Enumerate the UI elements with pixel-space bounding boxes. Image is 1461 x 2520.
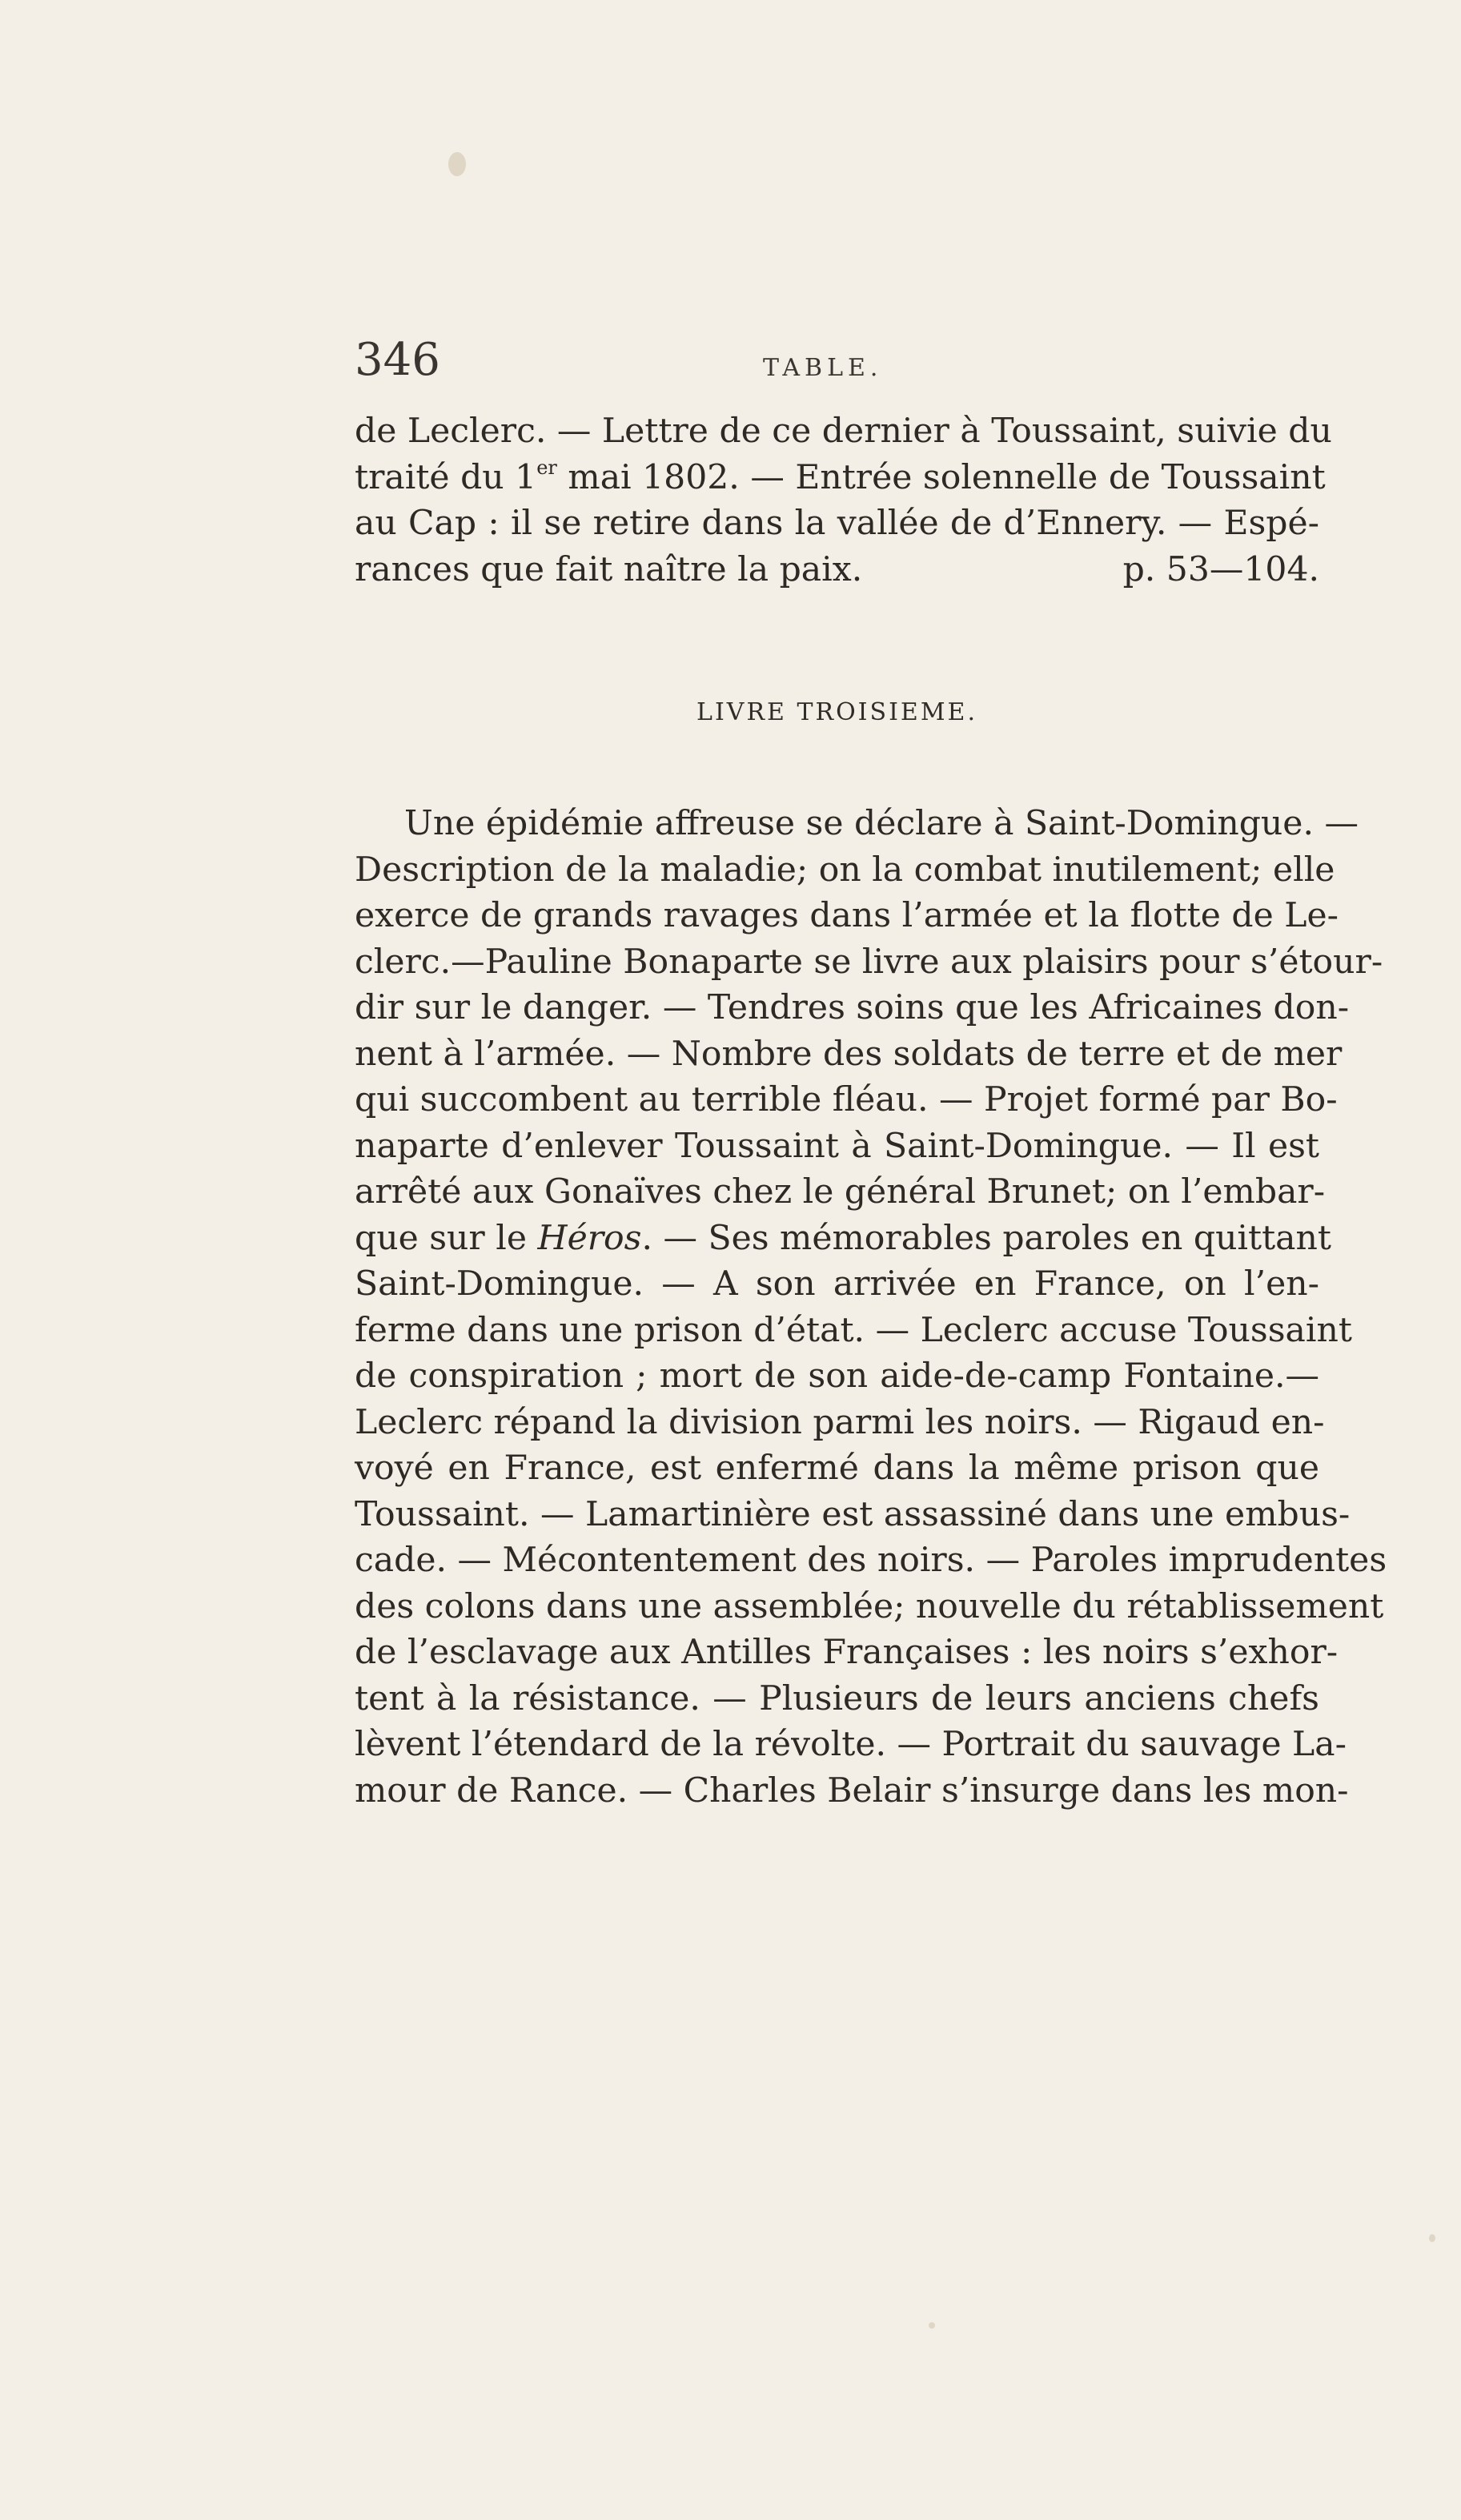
text-line: Une épidémie affreuse se déclare à Saint-Domingue. — xyxy=(404,804,1359,843)
text-line: nent à l’armée. — Nombre des soldats de terre et de mer xyxy=(355,1034,1343,1074)
text-line: de l’esclavage aux Antilles Françaises : les noirs s’exhor- xyxy=(355,1633,1339,1672)
text-fragment: que sur le xyxy=(355,1218,538,1258)
text-line: arrêté aux Gonaïves chez le général Brunet; on l’embar- xyxy=(355,1172,1326,1212)
paper-stain xyxy=(448,152,466,176)
page-reference: p. 53—104. xyxy=(1122,549,1319,589)
text-line: Leclerc répand la division parmi les noirs. — Rigaud en- xyxy=(355,1402,1325,1442)
text-line: lèvent l’étendard de la révolte. — Portrait du sauvage La- xyxy=(355,1725,1347,1764)
text-line: de Leclerc. — Lettre de ce dernier à Toussaint, suivie du xyxy=(355,412,1332,451)
text-line: voyé en France, est enfermé dans la même prison que xyxy=(355,1449,1319,1488)
text-line: mour de Rance. — Charles Belair s’insurge dans les mon- xyxy=(355,1770,1349,1811)
text-line: clerc.—Pauline Bonaparte se livre aux plaisirs pour s’étour- xyxy=(355,942,1383,982)
text-line xyxy=(355,455,1326,501)
text-line xyxy=(355,1216,1331,1262)
running-title: TABLE. xyxy=(763,354,883,382)
text-line: ferme dans une prison d’état. — Leclerc accuse Toussaint xyxy=(355,1310,1352,1350)
chapter-summary xyxy=(355,801,1387,1814)
text-line: naparte d’enlever Toussaint à Saint-Domingue. — Il est xyxy=(355,1126,1319,1166)
text-line: des colons dans une assemblée; nouvelle du rétablissement xyxy=(355,1586,1384,1626)
page-header xyxy=(355,328,1315,392)
text-line: Description de la maladie; on la combat inutilement; elle xyxy=(355,850,1335,890)
text-line: de conspiration ; mort de son aide-de-camp Fontaine.— xyxy=(355,1356,1319,1396)
page-number: 346 xyxy=(355,334,440,386)
text-fragment: mai 1802. — Entrée solennelle de Toussaint xyxy=(556,457,1326,497)
text-line: exerce de grands ravages dans l’armée et la flotte de Le- xyxy=(355,896,1339,935)
text-line: qui succombent au terrible fléau. — Projet formé par Bo- xyxy=(355,1080,1338,1119)
text-line: dir sur le danger. — Tendres soins que les Africaines don- xyxy=(355,988,1350,1027)
table-entry-continued xyxy=(355,408,1332,593)
text-line: tent à la résistance. — Plusieurs de leurs anciens chefs xyxy=(355,1678,1319,1718)
text-line: cade. — Mécontentement des noirs. — Paroles imprudentes xyxy=(355,1541,1387,1580)
text-fragment: . — Ses mémorables paroles en quittant xyxy=(641,1218,1331,1258)
ordinal-superscript: er xyxy=(536,456,557,479)
text-line: rances que fait naître la paix. xyxy=(355,549,863,589)
text-line: Saint-Domingue. — A son arrivée en France, on l’en- xyxy=(355,1264,1319,1304)
text-line: au Cap : il se retire dans la vallée de d’Ennery. — Espé- xyxy=(355,504,1319,543)
text-line: Toussaint. — Lamartinière est assassiné dans une embus- xyxy=(355,1494,1351,1534)
paper-stain xyxy=(929,2322,935,2329)
section-heading: LIVRE TROISIEME. xyxy=(696,698,977,726)
paper-stain xyxy=(1429,2234,1435,2242)
text-line-with-page-ref xyxy=(355,547,1319,593)
ship-name: Héros xyxy=(537,1218,642,1258)
text-fragment: traité du 1 xyxy=(355,457,537,497)
